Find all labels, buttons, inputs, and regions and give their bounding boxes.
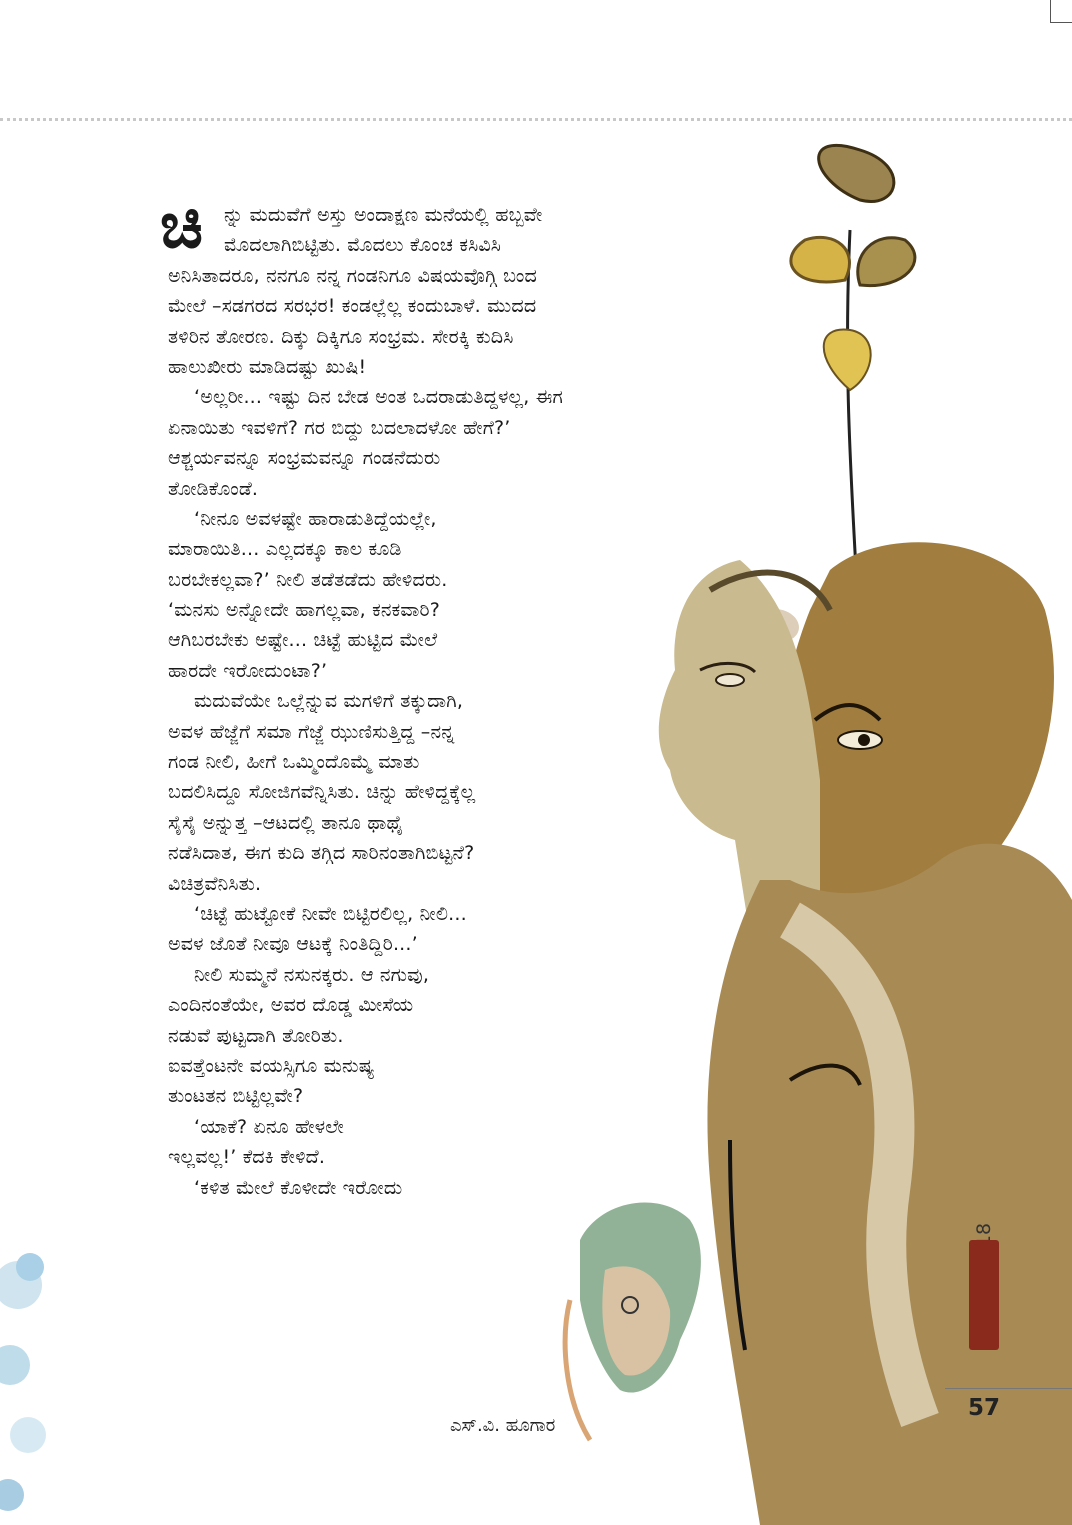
story-line: ಐವತ್ತೆಂಟನೇ ವಯಸ್ಸಿಗೂ ಮನುಷ್ಯ bbox=[168, 1054, 375, 1077]
story-line: ‘ಯಾಕೆ? ಏನೂ ಹೇಳಲೇ bbox=[194, 1115, 344, 1138]
story-line: ಅವಳ ಹೆಜ್ಜೆಗೆ ಸಮಾ ಗೆಜ್ಜೆ ಝುಣಿಸುತ್ತಿದ್ದ –ನನ್ನ bbox=[168, 720, 455, 743]
story-line: ‘ಚಿಟ್ಟೆ ಹುಟ್ಟೋಕೆ ನೀವೇ ಬಿಟ್ಟಿರಲಿಲ್ಲ, ನೀಲಿ... bbox=[194, 902, 467, 925]
issue-sidebar bbox=[967, 1090, 1001, 1380]
story-line: ನೀಲಿ ಸುಮ್ಮನೆ ನಸುನಕ್ಕರು. ಆ ನಗುವು, bbox=[194, 963, 430, 986]
story-line: ‘ಕಳಿತ ಮೇಲೆ ಕೊಳೀದೇ ಇರೋದು bbox=[194, 1176, 403, 1199]
story-line: ತುಂಟತನ ಬಿಟ್ಟಿಲ್ಲವೇ? bbox=[168, 1085, 304, 1108]
story-text-column bbox=[160, 189, 688, 1203]
illustrator-credit: ಎಸ್.ವಿ. ಹೂಗಾರ bbox=[450, 1415, 556, 1436]
story-line: ನಡುವೆ ಪುಟ್ಟದಾಗಿ ತೋರಿತು. bbox=[168, 1024, 344, 1047]
story-line: ಹಾಲುಖೀರು ಮಾಡಿದಷ್ಟು ಖುಷಿ! bbox=[168, 355, 367, 378]
page-number: 57 bbox=[968, 1395, 1001, 1421]
drop-cap: ಚಿ bbox=[160, 189, 204, 263]
story-line: ಇಲ್ಲವಲ್ಲ!’ ಕೆದಕಿ ಕೇಳಿದೆ. bbox=[168, 1146, 326, 1169]
story-line: ಬದಲಿಸಿದ್ದೂ ಸೋಜಿಗವೆನ್ನಿಸಿತು. ಚಿನ್ನು ಹೇಳಿದ್ದಕ್ಕೆಲ್ಲ bbox=[168, 781, 476, 804]
story-line: ಮಾರಾಯಿತಿ... ಎಲ್ಲದಕ್ಕೂ ಕಾಲ ಕೂಡಿ bbox=[168, 538, 402, 561]
header-dotted-rule bbox=[0, 118, 1072, 121]
magazine-logo bbox=[969, 1240, 999, 1350]
story-line: ನಡೆಸಿದಾತ, ಈಗ ಕುದಿ ತಗ್ಗಿದ ಸಾರಿನಂತಾಗಿಬಿಟ್ಟನೆ? bbox=[168, 842, 475, 865]
story-line: ಅವಳ ಜೊತೆ ನೀವೂ ಆಟಕ್ಕೆ ನಿಂತಿದ್ದಿರಿ...’ bbox=[168, 933, 418, 956]
story-line: ವಿಚಿತ್ರವೆನಿಸಿತು. bbox=[168, 872, 262, 895]
story-line: ಮೇಲೆ –ಸಡಗರದ ಸರಭರ! ಕಂಡಲ್ಲೆಲ್ಲ ಕಂದುಬಾಳೆ. ಮುದದ bbox=[168, 295, 537, 318]
story-line: ‘ಮನಸು ಅನ್ನೋದೇ ಹಾಗಲ್ಲವಾ, ಕನಕವಾರಿ? bbox=[168, 599, 440, 622]
story-line: ಹಾರದೇ ಇರೋದುಂಟಾ?’ bbox=[168, 659, 328, 682]
story-line: ಸೈಸೈ ಅನ್ನುತ್ತ –ಆಟದಲ್ಲಿ ತಾನೂ ಥಾಥೈ bbox=[168, 811, 403, 834]
story-line: ತಳಿರಿನ ತೋರಣ. ದಿಕ್ಕು ದಿಕ್ಕಿಗೂ ಸಂಭ್ರಮ. ಸೇರಕ್ಕಿ ಕುದಿಸಿ bbox=[168, 325, 514, 348]
story-line: ಬರಬೇಕಲ್ಲವಾ?’ ನೀಲಿ ತಡೆತಡೆದು ಹೇಳಿದರು. bbox=[168, 568, 448, 591]
story-line: ಆಶ್ಚರ್ಯವನ್ನೂ ಸಂಭ್ರಮವನ್ನೂ ಗಂಡನೆದುರು bbox=[168, 447, 441, 470]
story-line: ‘ಅಲ್ಲರೀ... ಇಷ್ಟು ದಿನ ಬೇಡ ಅಂತ ಒದರಾಡುತಿದ್ದಳಲ್ಲ, ಈಗ bbox=[194, 386, 563, 409]
story-line: ‘ನೀನೂ ಅವಳಷ್ಟೇ ಹಾರಾಡುತಿದ್ದೆಯಲ್ಲೇ, bbox=[194, 507, 437, 530]
crop-mark-top-right-h bbox=[1050, 22, 1072, 23]
story-line: ತೋಡಿಕೊಂಡೆ. bbox=[168, 477, 259, 500]
page-number-rule bbox=[945, 1388, 1072, 1389]
crop-mark-top-right-v bbox=[1050, 0, 1051, 22]
story-line: ಮೊದಲಾಗಿಬಿಟ್ಟಿತು. ಮೊದಲು ಕೊಂಚ ಕಸಿವಿಸಿ bbox=[224, 234, 502, 257]
story-line: ಗಂಡ ನೀಲಿ, ಹೀಗೆ ಒಮ್ಮಿಂದೊಮ್ಮೆ ಮಾತು bbox=[168, 751, 420, 774]
story-line: ಆಗಿಬರಬೇಕು ಅಷ್ಟೇ... ಚಿಟ್ಟೆ ಹುಟ್ಟಿದ ಮೇಲೆ bbox=[168, 629, 438, 652]
blue-watercolor-splash bbox=[0, 1245, 60, 1525]
story-line: ನ್ನು ಮದುವೆಗೆ ಅಸ್ತು ಅಂದಾಕ್ಷಣ ಮನೆಯಲ್ಲಿ ಹಬ್ಬವೇ bbox=[224, 204, 543, 226]
story-line: ಅನಿಸಿತಾದರೂ, ನನಗೂ ನನ್ನ ಗಂಡನಿಗೂ ವಿಷಯವೊಗ್ಗಿ ಬಂದ bbox=[168, 264, 538, 287]
story-line: ಎಂದಿನಂತೆಯೇ, ಅವರ ದೊಡ್ಡ ಮೀಸೆಯ bbox=[168, 994, 414, 1017]
story-line: ಮದುವೆಯೇ ಒಲ್ಲೆನ್ನುವ ಮಗಳಿಗೆ ತಕ್ಕುದಾಗಿ, bbox=[194, 690, 464, 713]
story-line: ಏನಾಯಿತು ಇವಳಿಗೆ? ಗರ ಬಿದ್ದು ಬದಲಾದಳೋ ಹೇಗೆ?’ bbox=[168, 416, 511, 439]
